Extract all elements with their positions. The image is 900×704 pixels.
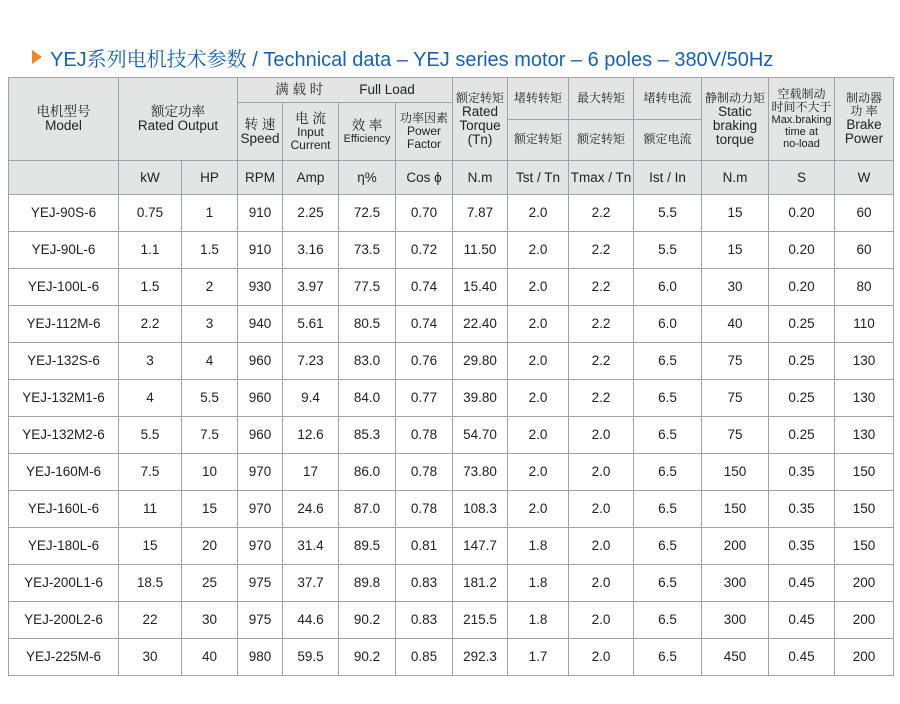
value-cell: 60	[835, 232, 894, 269]
speed-header: 转 速 Speed	[238, 103, 283, 161]
value-cell: 30	[702, 269, 769, 306]
value-cell: 90.2	[339, 602, 396, 639]
value-cell: 975	[238, 602, 283, 639]
value-cell: 83.0	[339, 343, 396, 380]
value-cell: 44.6	[283, 602, 339, 639]
value-cell: 72.5	[339, 195, 396, 232]
value-cell: 2.2	[119, 306, 182, 343]
value-cell: 89.8	[339, 565, 396, 602]
value-cell: 2.0	[569, 528, 634, 565]
value-cell: 3	[119, 343, 182, 380]
unit-cell: W	[835, 161, 894, 195]
braking-time-header: 空载制动 时间不大于 Max.braking time at no-load	[769, 78, 835, 161]
model-cell: YEJ-160M-6	[9, 454, 119, 491]
value-cell: 85.3	[339, 417, 396, 454]
value-cell: 7.5	[119, 454, 182, 491]
table-row	[9, 454, 894, 491]
value-cell: 1.1	[119, 232, 182, 269]
value-cell: 6.5	[634, 380, 702, 417]
model-cell: YEJ-90L-6	[9, 232, 119, 269]
value-cell: 2.0	[569, 491, 634, 528]
value-cell: 2.0	[508, 343, 569, 380]
value-cell: 147.7	[453, 528, 508, 565]
value-cell: 1.8	[508, 528, 569, 565]
model-cell: YEJ-100L-6	[9, 269, 119, 306]
value-cell: 5.5	[634, 195, 702, 232]
value-cell: 39.80	[453, 380, 508, 417]
value-cell: 86.0	[339, 454, 396, 491]
max-torque-header: 最大转矩 额定转矩	[569, 78, 634, 161]
value-cell: 2.0	[508, 491, 569, 528]
value-cell: 0.74	[396, 269, 453, 306]
unit-cell: N.m	[453, 161, 508, 195]
value-cell: 0.76	[396, 343, 453, 380]
value-cell: 6.0	[634, 306, 702, 343]
model-cell: YEJ-132M1-6	[9, 380, 119, 417]
value-cell: 6.5	[634, 491, 702, 528]
value-cell: 3.97	[283, 269, 339, 306]
model-cell: YEJ-90S-6	[9, 195, 119, 232]
value-cell: 6.0	[634, 269, 702, 306]
units-row	[9, 161, 894, 195]
triangle-bullet-icon	[32, 50, 42, 64]
model-cell: YEJ-132S-6	[9, 343, 119, 380]
value-cell: 0.20	[769, 195, 835, 232]
value-cell: 0.25	[769, 343, 835, 380]
value-cell: 6.5	[634, 528, 702, 565]
value-cell: 7.23	[283, 343, 339, 380]
value-cell: 0.78	[396, 454, 453, 491]
value-cell: 910	[238, 195, 283, 232]
value-cell: 130	[835, 380, 894, 417]
value-cell: 0.77	[396, 380, 453, 417]
value-cell: 0.85	[396, 639, 453, 676]
value-cell: 930	[238, 269, 283, 306]
value-cell: 0.74	[396, 306, 453, 343]
page-title	[32, 40, 773, 74]
value-cell: 5.5	[119, 417, 182, 454]
value-cell: 2.0	[569, 454, 634, 491]
value-cell: 130	[835, 417, 894, 454]
value-cell: 0.20	[769, 269, 835, 306]
value-cell: 73.80	[453, 454, 508, 491]
table-row	[9, 528, 894, 565]
value-cell: 0.25	[769, 417, 835, 454]
value-cell: 0.45	[769, 639, 835, 676]
value-cell: 7.87	[453, 195, 508, 232]
value-cell: 73.5	[339, 232, 396, 269]
value-cell: 11.50	[453, 232, 508, 269]
value-cell: 18.5	[119, 565, 182, 602]
value-cell: 5.5	[182, 380, 238, 417]
value-cell: 5.61	[283, 306, 339, 343]
value-cell: 960	[238, 417, 283, 454]
value-cell: 4	[119, 380, 182, 417]
unit-cell: kW	[119, 161, 182, 195]
efficiency-header: 效 率 Efficiency	[339, 103, 396, 161]
value-cell: 1.8	[508, 565, 569, 602]
value-cell: 181.2	[453, 565, 508, 602]
value-cell: 4	[182, 343, 238, 380]
value-cell: 10	[182, 454, 238, 491]
unit-cell: Ist / In	[634, 161, 702, 195]
table-row	[9, 491, 894, 528]
value-cell: 2.0	[569, 565, 634, 602]
value-cell: 9.4	[283, 380, 339, 417]
value-cell: 200	[835, 602, 894, 639]
value-cell: 2.0	[508, 454, 569, 491]
value-cell: 22.40	[453, 306, 508, 343]
table-row	[9, 195, 894, 232]
table-row	[9, 343, 894, 380]
unit-cell: HP	[182, 161, 238, 195]
value-cell: 84.0	[339, 380, 396, 417]
value-cell: 960	[238, 343, 283, 380]
table-row	[9, 417, 894, 454]
page-title-text: YEJ系列电机技术参数 / Technical data – YEJ series motor – 6 poles – 380V/50Hz	[50, 48, 774, 71]
unit-cell: N.m	[702, 161, 769, 195]
value-cell: 6.5	[634, 454, 702, 491]
value-cell: 292.3	[453, 639, 508, 676]
value-cell: 15.40	[453, 269, 508, 306]
value-cell: 30	[182, 602, 238, 639]
value-cell: 450	[702, 639, 769, 676]
value-cell: 150	[835, 454, 894, 491]
value-cell: 89.5	[339, 528, 396, 565]
model-header: 电机型号 Model	[9, 78, 119, 161]
value-cell: 200	[835, 565, 894, 602]
value-cell: 15	[182, 491, 238, 528]
model-cell: YEJ-200L2-6	[9, 602, 119, 639]
value-cell: 6.5	[634, 417, 702, 454]
value-cell: 2.0	[508, 417, 569, 454]
value-cell: 5.5	[634, 232, 702, 269]
value-cell: 910	[238, 232, 283, 269]
full-load-header: 满 载 时 Full Load	[238, 78, 453, 103]
rated-torque-header: 额定转矩 Rated Torque (Tn)	[453, 78, 508, 161]
locked-rotor-current-header: 堵转电流 额定电流	[634, 78, 702, 161]
rated-output-header: 额定功率 Rated Output	[119, 78, 238, 161]
model-cell: YEJ-112M-6	[9, 306, 119, 343]
value-cell: 980	[238, 639, 283, 676]
unit-cell: Tst / Tn	[508, 161, 569, 195]
value-cell: 15	[119, 528, 182, 565]
value-cell: 75	[702, 343, 769, 380]
value-cell: 15	[702, 195, 769, 232]
value-cell: 40	[702, 306, 769, 343]
value-cell: 0.35	[769, 454, 835, 491]
value-cell: 3.16	[283, 232, 339, 269]
value-cell: 970	[238, 491, 283, 528]
value-cell: 970	[238, 528, 283, 565]
value-cell: 0.70	[396, 195, 453, 232]
value-cell: 1.8	[508, 602, 569, 639]
unit-cell: RPM	[238, 161, 283, 195]
table-row	[9, 306, 894, 343]
value-cell: 24.6	[283, 491, 339, 528]
technical-data-table	[8, 77, 894, 676]
unit-cell: S	[769, 161, 835, 195]
value-cell: 2.2	[569, 195, 634, 232]
value-cell: 0.78	[396, 417, 453, 454]
value-cell: 11	[119, 491, 182, 528]
power-factor-header: 功率因素 Power Factor	[396, 103, 453, 161]
value-cell: 75	[702, 380, 769, 417]
value-cell: 80	[835, 269, 894, 306]
value-cell: 0.35	[769, 528, 835, 565]
value-cell: 975	[238, 565, 283, 602]
model-cell: YEJ-200L1-6	[9, 565, 119, 602]
value-cell: 2.0	[508, 306, 569, 343]
value-cell: 150	[702, 491, 769, 528]
value-cell: 940	[238, 306, 283, 343]
table-row	[9, 380, 894, 417]
value-cell: 1.7	[508, 639, 569, 676]
unit-cell: Tmax / Tn	[569, 161, 634, 195]
value-cell: 0.75	[119, 195, 182, 232]
table-row	[9, 232, 894, 269]
value-cell: 970	[238, 454, 283, 491]
model-cell: YEJ-225M-6	[9, 639, 119, 676]
value-cell: 20	[182, 528, 238, 565]
value-cell: 2.0	[508, 269, 569, 306]
value-cell: 22	[119, 602, 182, 639]
table-row	[9, 269, 894, 306]
value-cell: 2.0	[569, 602, 634, 639]
value-cell: 1	[182, 195, 238, 232]
value-cell: 150	[702, 454, 769, 491]
unit-cell-blank	[9, 161, 119, 195]
value-cell: 87.0	[339, 491, 396, 528]
value-cell: 30	[119, 639, 182, 676]
locked-rotor-torque-header: 堵转转矩 额定转矩	[508, 78, 569, 161]
value-cell: 215.5	[453, 602, 508, 639]
value-cell: 2.0	[508, 195, 569, 232]
value-cell: 60	[835, 195, 894, 232]
value-cell: 0.83	[396, 565, 453, 602]
value-cell: 130	[835, 343, 894, 380]
value-cell: 15	[702, 232, 769, 269]
unit-cell: η%	[339, 161, 396, 195]
value-cell: 12.6	[283, 417, 339, 454]
table-body	[9, 195, 894, 676]
input-current-header: 电 流 Input Current	[283, 103, 339, 161]
model-cell: YEJ-180L-6	[9, 528, 119, 565]
unit-cell: Amp	[283, 161, 339, 195]
value-cell: 0.20	[769, 232, 835, 269]
static-braking-torque-header: 静制动力矩 Static braking torque	[702, 78, 769, 161]
value-cell: 6.5	[634, 602, 702, 639]
value-cell: 150	[835, 491, 894, 528]
value-cell: 0.35	[769, 491, 835, 528]
value-cell: 1.5	[182, 232, 238, 269]
value-cell: 40	[182, 639, 238, 676]
value-cell: 0.81	[396, 528, 453, 565]
value-cell: 77.5	[339, 269, 396, 306]
value-cell: 37.7	[283, 565, 339, 602]
value-cell: 2.25	[283, 195, 339, 232]
unit-cell: Cos ϕ	[396, 161, 453, 195]
table-row	[9, 602, 894, 639]
value-cell: 960	[238, 380, 283, 417]
value-cell: 0.78	[396, 491, 453, 528]
value-cell: 31.4	[283, 528, 339, 565]
value-cell: 59.5	[283, 639, 339, 676]
value-cell: 2.0	[508, 380, 569, 417]
value-cell: 2.2	[569, 343, 634, 380]
value-cell: 0.25	[769, 380, 835, 417]
value-cell: 29.80	[453, 343, 508, 380]
value-cell: 2	[182, 269, 238, 306]
value-cell: 6.5	[634, 639, 702, 676]
value-cell: 80.5	[339, 306, 396, 343]
table-row	[9, 639, 894, 676]
table-row	[9, 565, 894, 602]
value-cell: 6.5	[634, 565, 702, 602]
value-cell: 110	[835, 306, 894, 343]
value-cell: 1.5	[119, 269, 182, 306]
model-cell: YEJ-132M2-6	[9, 417, 119, 454]
value-cell: 54.70	[453, 417, 508, 454]
value-cell: 108.3	[453, 491, 508, 528]
value-cell: 6.5	[634, 343, 702, 380]
value-cell: 2.0	[508, 232, 569, 269]
value-cell: 200	[702, 528, 769, 565]
value-cell: 0.45	[769, 565, 835, 602]
value-cell: 2.2	[569, 380, 634, 417]
value-cell: 2.0	[569, 639, 634, 676]
value-cell: 75	[702, 417, 769, 454]
value-cell: 25	[182, 565, 238, 602]
value-cell: 300	[702, 565, 769, 602]
table-header	[9, 78, 894, 195]
value-cell: 7.5	[182, 417, 238, 454]
value-cell: 3	[182, 306, 238, 343]
value-cell: 0.72	[396, 232, 453, 269]
value-cell: 90.2	[339, 639, 396, 676]
value-cell: 2.0	[569, 417, 634, 454]
value-cell: 150	[835, 528, 894, 565]
value-cell: 0.25	[769, 306, 835, 343]
value-cell: 2.2	[569, 306, 634, 343]
value-cell: 17	[283, 454, 339, 491]
value-cell: 2.2	[569, 232, 634, 269]
value-cell: 300	[702, 602, 769, 639]
value-cell: 200	[835, 639, 894, 676]
model-cell: YEJ-160L-6	[9, 491, 119, 528]
value-cell: 2.2	[569, 269, 634, 306]
brake-power-header: 制动器 功 率 Brake Power	[835, 78, 894, 161]
value-cell: 0.83	[396, 602, 453, 639]
value-cell: 0.45	[769, 602, 835, 639]
